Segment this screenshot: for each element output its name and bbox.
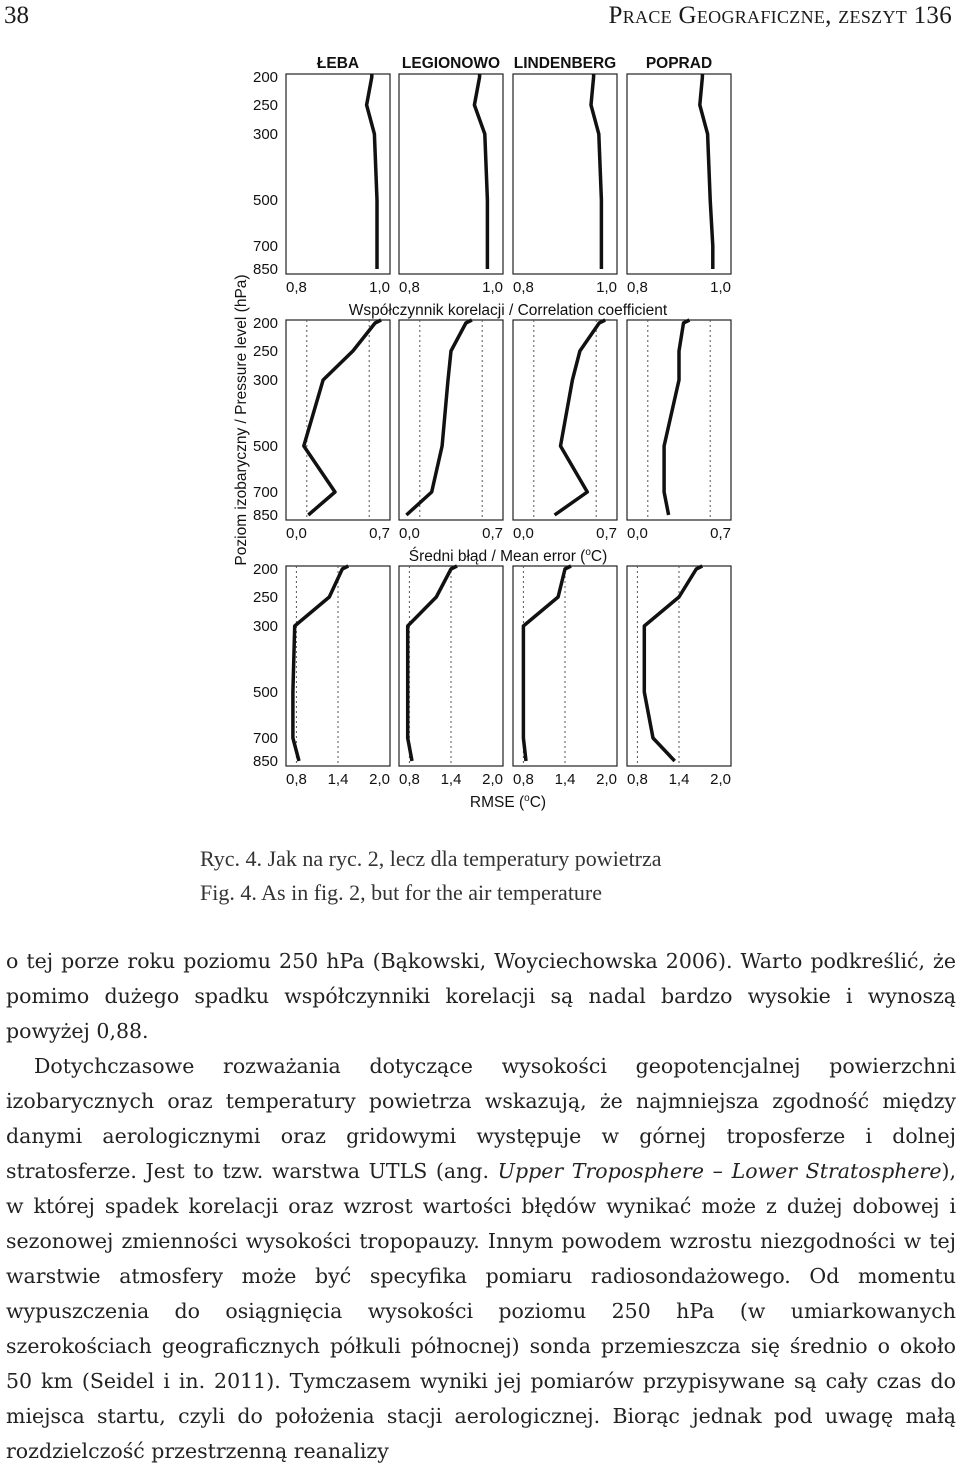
pressure-tick-label: 300 bbox=[253, 618, 279, 635]
body-text bbox=[6, 944, 956, 1469]
pressure-tick-label: 700 bbox=[253, 730, 279, 747]
paragraph-1: o tej porze roku poziomu 250 hPa (Bąkowski, Woyciechowska 2006). Warto podkreślić, że pomimo dużego spadku współczynniki korelacji są nadal bardzo wysokie i wynoszą powyżej 0,88. bbox=[6, 949, 956, 1043]
station-label: LINDENBERG bbox=[513, 55, 617, 72]
x-tick-label: 0,8 bbox=[286, 279, 307, 296]
pressure-tick-label: 850 bbox=[253, 507, 279, 524]
station-label: ŁEBA bbox=[316, 55, 360, 72]
profile-line bbox=[367, 74, 377, 269]
x-tick-label: 0,0 bbox=[286, 525, 307, 542]
x-tick-label: 0,8 bbox=[513, 279, 534, 296]
pressure-tick-label: 250 bbox=[253, 97, 279, 114]
x-tick-label: 1,0 bbox=[369, 279, 390, 296]
x-tick-label: 2,0 bbox=[482, 771, 503, 788]
profile-line bbox=[644, 566, 702, 761]
paragraph-2 bbox=[6, 1049, 956, 1469]
x-tick-label: 1,4 bbox=[668, 771, 690, 788]
pressure-tick-label: 700 bbox=[253, 484, 279, 501]
x-tick-label: 0,7 bbox=[710, 525, 731, 542]
profile-line bbox=[293, 566, 348, 761]
pressure-tick-label: 200 bbox=[253, 561, 279, 578]
pressure-tick-label: 200 bbox=[253, 69, 279, 86]
x-tick-label: 0,0 bbox=[627, 525, 648, 542]
pressure-tick-label: 850 bbox=[253, 261, 279, 278]
x-tick-label: 2,0 bbox=[710, 771, 731, 788]
pressure-tick-label: 700 bbox=[253, 238, 279, 255]
running-head: Prace Geograficzne, zeszyt 136 bbox=[608, 2, 952, 29]
profile-line bbox=[700, 74, 713, 269]
profile-line bbox=[408, 566, 457, 761]
x-tick-label: 0,8 bbox=[513, 771, 534, 788]
x-tick-label: 0,0 bbox=[513, 525, 534, 542]
station-label: LEGIONOWO bbox=[401, 55, 501, 72]
profile-line bbox=[523, 566, 571, 761]
figure-caption-en: Fig. 4. As in fig. 2, but for the air temperature bbox=[200, 880, 603, 905]
x-tick-label: 0,0 bbox=[399, 525, 420, 542]
station-label: POPRAD bbox=[645, 55, 713, 72]
x-tick-label: 2,0 bbox=[369, 771, 390, 788]
profile-line bbox=[474, 74, 487, 269]
x-tick-label: 0,7 bbox=[369, 525, 390, 542]
paragraph-2-part-a: Dotychczasowe rozważania dotyczące wysokości geopotencjalnej powierzchni izobarycznych oraz temperatury powietrza wskazują, że najmniejsza zgodność między danymi aerologicznymi oraz gridowymi występuje w górnej troposferze i dolnej stratosferze. Jest to tzw. warstwa UTLS (ang. bbox=[6, 1054, 956, 1183]
x-axis-label: Średni błąd / Mean error ($^o$C) bbox=[408, 547, 608, 565]
x-tick-label: 1,4 bbox=[440, 771, 462, 788]
x-tick-label: 0,7 bbox=[596, 525, 617, 542]
paragraph-2-part-b: ), w której spadek korelacji oraz wzrost wartości błędów wynikać może z dużej dobowej i sezonowej zmienności wysokości tropopauzy. Innym powodem wzrostu niezgodności w tej warstwie atmosfery może być specyfika pomiaru radiosondażowego. Od momentu wypuszczenia do osiągnięcia wysokości poziomu 250 hPa (w umiarkowanych szerokościach geograficznych półkuli północnej) sonda przemieszcza się średnio o około 50 km (Seidel i in. 2011). Tymczasem wyniki jej pomiarów przypisywane są cały czas do miejsca startu, czyli do położenia stacji aerologicznej. Biorąc jednak pod uwagę małą rozdzielczość przestrzenną reanalizy bbox=[6, 1159, 956, 1463]
x-tick-label: 0,8 bbox=[399, 771, 420, 788]
profile-line bbox=[406, 320, 472, 515]
figure-caption-pl: Ryc. 4. Jak na ryc. 2, lecz dla temperatury powietrza bbox=[200, 846, 662, 871]
x-tick-label: 2,0 bbox=[596, 771, 617, 788]
pressure-tick-label: 500 bbox=[253, 684, 279, 701]
x-tick-label: 1,0 bbox=[710, 279, 731, 296]
x-tick-label: 1,4 bbox=[554, 771, 576, 788]
x-tick-label: 0,8 bbox=[286, 771, 307, 788]
pressure-tick-label: 850 bbox=[253, 753, 279, 770]
x-tick-label: 0,8 bbox=[627, 279, 648, 296]
x-tick-label: 1,0 bbox=[482, 279, 503, 296]
x-tick-label: 0,7 bbox=[482, 525, 503, 542]
x-tick-label: 1,4 bbox=[327, 771, 349, 788]
panel-frame bbox=[286, 320, 390, 520]
page-number: 38 bbox=[4, 2, 29, 29]
x-tick-label: 1,0 bbox=[596, 279, 617, 296]
profile-line bbox=[591, 74, 601, 269]
pressure-tick-label: 500 bbox=[253, 438, 279, 455]
pressure-tick-label: 500 bbox=[253, 192, 279, 209]
x-tick-label: 0,8 bbox=[399, 279, 420, 296]
y-axis-label: Poziom izobaryczny / Pressure level (hPa) bbox=[233, 274, 250, 566]
pressure-tick-label: 200 bbox=[253, 315, 279, 332]
profile-line bbox=[555, 320, 606, 515]
paragraph-2-italic-term: Upper Troposphere – Lower Stratosphere bbox=[497, 1159, 942, 1183]
pressure-tick-label: 300 bbox=[253, 126, 279, 143]
x-axis-label: RMSE ($^o$C) bbox=[469, 793, 547, 811]
panel-frame bbox=[627, 74, 731, 274]
profile-line bbox=[664, 320, 689, 515]
pressure-tick-label: 300 bbox=[253, 372, 279, 389]
x-axis-label: Współczynnik korelacji / Correlation coefficient bbox=[348, 302, 668, 319]
x-tick-label: 0,8 bbox=[627, 771, 648, 788]
pressure-tick-label: 250 bbox=[253, 343, 279, 360]
pressure-tick-label: 250 bbox=[253, 589, 279, 606]
